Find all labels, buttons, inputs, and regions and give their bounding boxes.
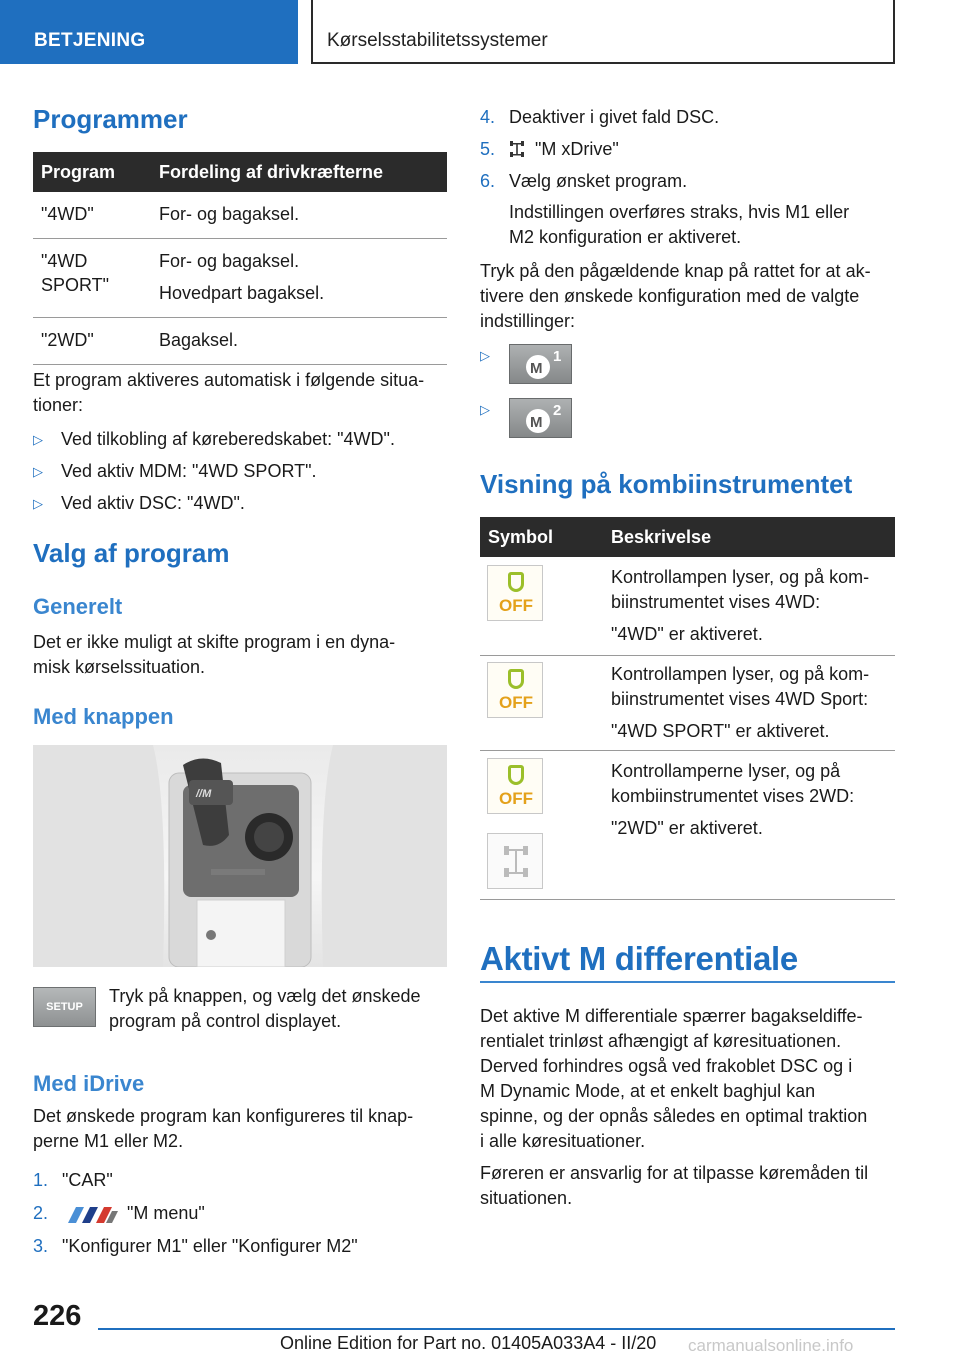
aktivt-line: M Dynamic Mode, at et enkelt baghjul kan [480,1081,816,1101]
step-number: 4. [480,107,496,127]
visning-heading: Visning på kombiinstrumentet [480,469,853,499]
program-table-header [33,152,447,192]
setup-button-label: SETUP [46,1001,83,1013]
row-divider [480,750,895,751]
triangle-bullet-icon: ▷ [480,402,490,417]
table-row [33,192,447,239]
program-cell: "4WD" [33,192,151,239]
program-cell: "4WD SPORT" [33,239,151,318]
m2-button[interactable] [509,398,572,438]
aktivt-line: Derved forhindres også ved frakoblet DSC og i [480,1056,853,1076]
center-console-illustration [33,745,447,967]
tryk-line: indstillinger: [480,311,576,331]
2wd-drivetrain-icon [487,833,543,889]
program-cell: "2WD" [33,318,151,365]
chapter-tab [311,0,895,64]
4wd-off-lamp-icon [487,565,543,621]
xdrive-icon [509,140,525,158]
page-number: 226 [33,1300,82,1332]
setup-button[interactable] [33,987,96,1027]
tryk-line: tivere den ønskede konfiguration med de valgte [480,286,860,306]
valg-heading: Valg af program [33,538,230,568]
step-text: "Konfigurer M1" eller "Konfigurer M2" [62,1236,358,1256]
step-number: 1. [33,1170,49,1190]
symbol-desc-line: kombiinstrumentet vises 2WD: [611,786,855,806]
tryk-line: Tryk på den pågældende knap på rattet for at ak- [480,261,871,281]
table-row [33,239,447,318]
footer-rule [98,1328,895,1330]
svg-text:M: M [530,360,543,377]
aktivt-line: rentialet trinløst afhængigt af køresituationen. [480,1031,842,1051]
idrive-line: Det ønskede program kan konfigureres til knap- [33,1106,414,1126]
foreren-line: situationen. [480,1188,573,1208]
edition-text: Online Edition for Part no. 01405A033A4 - II/20 [280,1333,657,1353]
symbol-table-header [480,517,895,557]
aktivt-line: Det aktive M differentiale spærrer bagakseldiffe- [480,1006,863,1026]
svg-text:M: M [530,414,543,431]
table-row [33,318,447,365]
triangle-bullet-icon: ▷ [33,432,43,447]
row-divider [480,899,895,900]
row-divider [480,655,895,656]
generelt-heading: Generelt [33,594,123,619]
watermark: carmanualsonline.info [688,1336,854,1355]
triangle-bullet-icon: ▷ [33,496,43,511]
program-table [33,152,447,365]
step-text: "M menu" [127,1203,205,1223]
svg-text:1: 1 [553,348,562,365]
bullet-text: Ved tilkobling af kørеberedskabet: "4WD". [61,429,395,449]
2wd-off-lamp-icon [487,758,543,814]
distribution-text: Bagaksel. [159,330,239,350]
step-text: "CAR" [62,1170,113,1190]
symbol-desc-line: Kontrollamperne lyser, og på [611,761,841,781]
lamp-off-label: OFF [499,789,533,808]
heading-rule [480,981,895,983]
m2-icon [510,399,573,439]
generelt-line: misk kørselssituation. [33,657,206,677]
distribution-cell [151,239,447,318]
symbol-status: "2WD" er aktiveret. [611,818,763,838]
knappen-line: program på control displayet. [109,1011,342,1031]
distribution-cell [151,318,447,365]
step-number: 2. [33,1203,49,1223]
center-console-drawing [33,745,447,967]
symbol-desc-line: Kontrollampen lyser, og på kom- [611,664,870,684]
distribution-col-header: Fordeling af drivkræfterne [151,152,447,192]
programmer-heading: Programmer [33,104,188,134]
knappen-heading: Med knappen [33,704,174,729]
generelt-line: Det er ikke muligt at skifte program i en dyna- [33,632,396,652]
lamp-off-label: OFF [499,596,533,615]
idrive-heading: Med iDrive [33,1071,145,1096]
foreren-line: Føreren er ansvarlig for at tilpasse køremåden til [480,1163,869,1183]
symbol-status: "4WD SPORT" er aktiveret. [611,721,830,741]
step-note: M2 konfiguration er aktiveret. [509,227,742,247]
m1-icon [510,345,573,385]
symbol-desc-line: Kontrollampen lyser, og på kom- [611,567,870,587]
distribution-cell [151,192,447,239]
program-col-header: Program [33,152,151,192]
triangle-bullet-icon: ▷ [480,348,490,363]
bullet-text: Ved aktiv MDM: "4WD SPORT". [61,461,317,481]
knappen-line: Tryk på knappen, og vælg det ønskede [109,986,421,1006]
symbol-col-header: Symbol [488,527,554,547]
description-col-header: Beskrivelse [611,527,712,547]
distribution-text: For- og bagaksel. [159,204,300,224]
svg-text:2: 2 [553,402,562,419]
step-number: 6. [480,171,496,191]
aktivt-heading: Aktivt M differentiale [480,940,798,977]
step-note: Indstillingen overføres straks, hvis M1 eller [509,202,850,222]
lamp-off-label: OFF [499,693,533,712]
distribution-text: For- og bagaksel. [159,251,300,271]
step-number: 5. [480,139,496,159]
triangle-bullet-icon: ▷ [33,464,43,479]
svg-text://M: //M [196,788,212,800]
symbol-desc-line: biinstrumentet vises 4WD: [611,592,821,612]
m1-button[interactable] [509,344,572,384]
auto-text-line: Et program aktiveres automatisk i følgende situa- [33,370,425,390]
step-text: "M xDrive" [535,139,619,159]
section-tab [0,0,298,64]
step-text: Vælg ønsket program. [509,171,688,191]
distribution-text: Hovedpart bagaksel. [159,283,325,303]
aktivt-line: spinne, og der opnås således en optimal traktion [480,1106,868,1126]
bullet-text: Ved aktiv DSC: "4WD". [61,493,245,513]
step-text: Deaktiver i givet fald DSC. [509,107,720,127]
symbol-desc-line: biinstrumentet vises 4WD Sport: [611,689,869,709]
section-label: BETJENING [34,30,146,51]
4wd-sport-off-lamp-icon [487,662,543,718]
chapter-label: Kørselsstabilitetssystemer [327,30,548,51]
aktivt-line: i alle køresituationer. [480,1131,646,1151]
auto-text-line: tioner: [33,395,84,415]
step-number: 3. [33,1236,49,1256]
m-logo-icon [62,1205,118,1221]
symbol-status: "4WD" er aktiveret. [611,624,763,644]
idrive-line: perne M1 eller M2. [33,1131,184,1151]
